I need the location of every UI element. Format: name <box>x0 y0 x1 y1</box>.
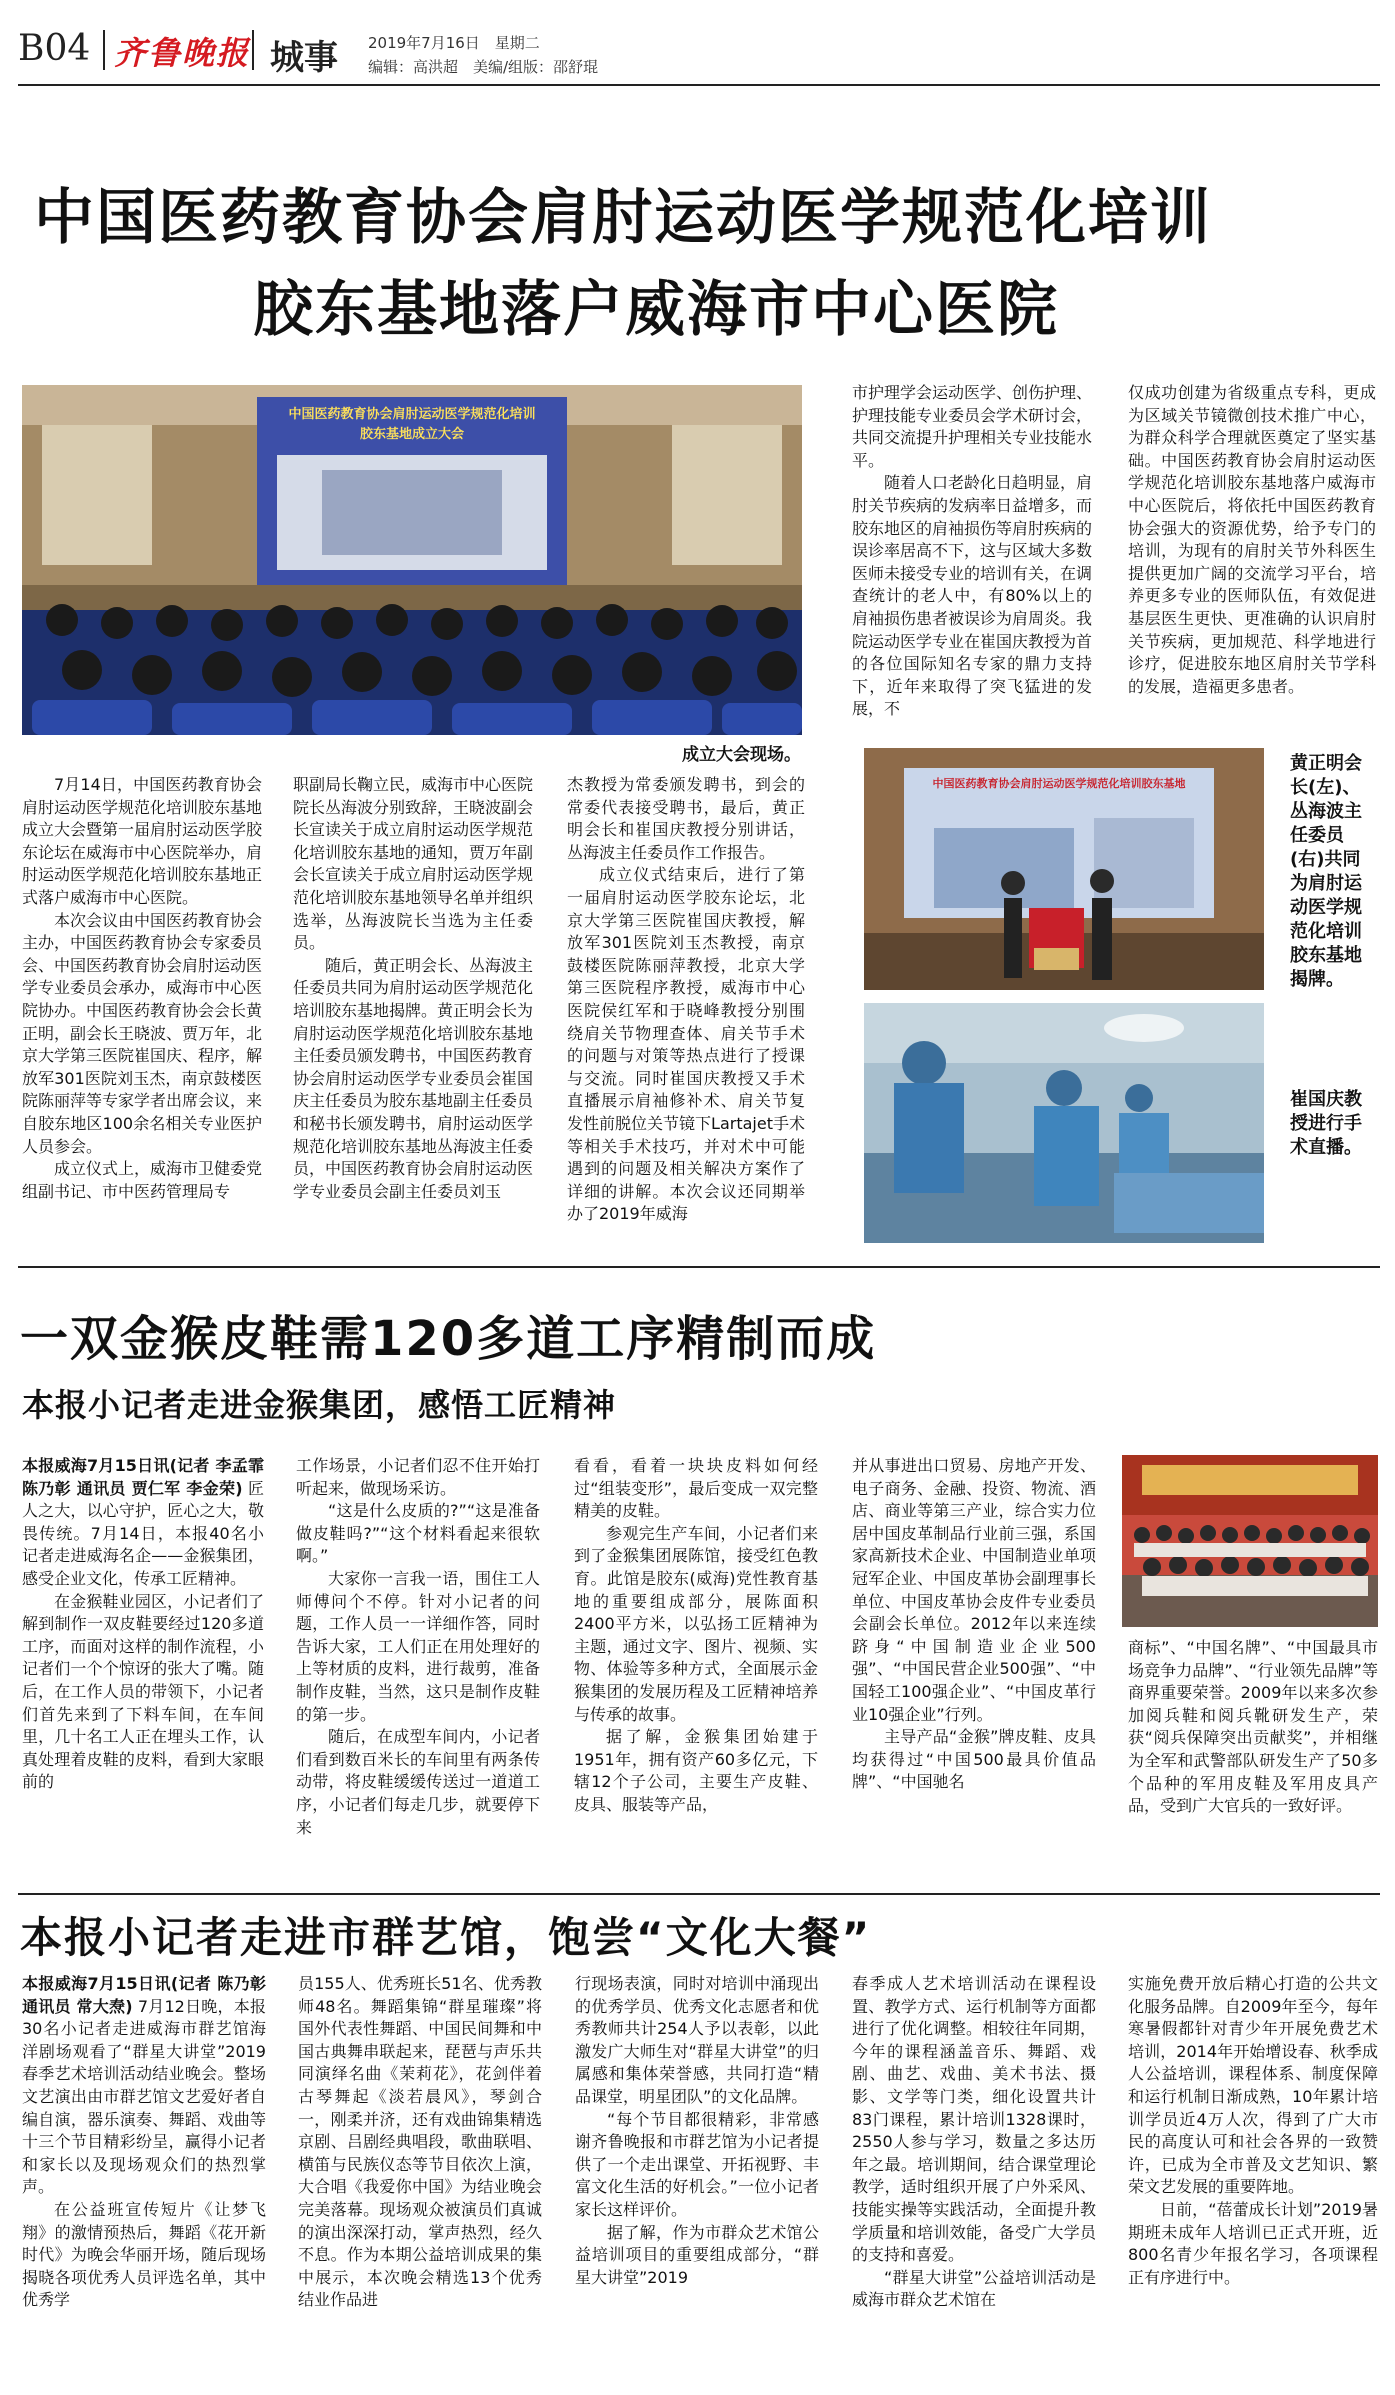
conference-banner-text-2: 胶东基地成立大会 <box>359 427 464 442</box>
article2-column-4: 并从事进出口贸易、房地产开发、电子商务、金融、投资、物流、酒店、商业等第三产业，综合实力位居中国皮革制品行业前三强，系国家高新技术企业、中国制造业单项冠军企业、中国皮革协会副理事长单位、中国皮革协会皮件专业委员会副会长单位。2012年以来连续跻身“中国制造业企业500强”、“中国民营企业500强”、“中国轻工100强企业”、“中国皮革行业10强企业”行列。 主导产品“金猴”牌皮鞋、皮具均获得过“中国500最具价值品牌”、“中国驰名 <box>852 1456 1096 1792</box>
surgery-photo <box>864 1003 1264 1243</box>
article3-headline: 本报小记者走进市群艺馆，饱尝“文化大餐” <box>20 1913 872 1962</box>
article3-column-4: 春季成人艺术培训活动在课程设置、教学方式、运行机制等方面都进行了优化调整。相较往年同期，今年的课程涵盖音乐、舞蹈、戏剧、曲艺、戏曲、美术书法、摄影、文学等门类，细化设置共计83门课程，累计培训1328课时，2550人参与学习，数量之多达历年之最。培训期间，结合课堂理论教学，适时组织开展了户外采风、技能实操等实践活动，全面提升教学质量和培训效能，备受广大学员的支持和喜爱。 “群星大讲堂”公益培训活动是威海市群众艺术馆在 <box>852 1974 1096 2310</box>
article1-column-2: 职副局长鞠立民，威海市中心医院院长丛海波分别致辞，王晓波副会长宣读关于成立肩肘运动医学规范化培训胶东基地的通知，贾万年副会长宣读关于成立肩肘运动医学规范化培训胶东基地领导名单并组织选举，丛海波院长当选为主任委员。 随后，黄正明会长、丛海波主任委员共同为肩肘运动医学规范化培训胶东基地揭牌。黄正明会长为肩肘运动医学规范化培训胶东基地主任委员颁发聘书，中国医药教育协会肩肘运动医学专业委员会崔国庆主任委员为胶东基地副主任委员和秘书长颁发聘书，肩肘运动医学规范化培训胶东基地丛海波主任委员，中国医药教育协会肩肘运动医学专业委员会副主任委员刘玉 <box>293 775 533 1201</box>
group-photo <box>1122 1455 1378 1627</box>
article1-column-5: 仅成功创建为省级重点专科，更成为区域关节镜微创技术推广中心，为群众科学合理就医奠定了坚实基础。中国医药教育协会肩肘运动医学规范化培训胶东基地落户威海市中心医院后，将依托中国医药教育协会强大的资源优势，给予专门的培训，为现有的肩肘关节外科医生提供更加广阔的交流学习平台，培养更多专业的医师队伍，有效促进基层医生更快、更准确的认识肩肘关节疾病，更加规范、科学地进行诊疗，促进胶东地区肩肘关节学科的发展，造福更多患者。 <box>1128 383 1376 696</box>
conference-photo <box>22 385 802 735</box>
article3-column-3: 行现场表演，同时对培训中涌现出的优秀学员、优秀文化志愿者和优秀教师共计254人予以表彰，以此激发广大师生对“群星大讲堂”的归属感和集体荣誉感，共同打造“精品课堂，明星团队”的文化品牌。 “每个节目都很精彩，非常感谢齐鲁晚报和市群艺馆为小记者提供了一个走出课堂、开拓视野、丰富文化生活的好机会。”一位小记者家长这样评价。 据了解，作为市群众艺术馆公益培训项目的重要组成部分，“群星大讲堂”2019 <box>575 1974 819 2287</box>
unveiling-photo <box>864 748 1264 990</box>
article3-column-2: 员155人、优秀班长51名、优秀教师48名。舞蹈集锦“群星璀璨”将国外代表性舞蹈、中国民间舞和中国古典舞串联起来，琵琶与声乐共同演绎名曲《茉莉花》，花剑伴着古琴舞起《淡若晨风》，琴剑合一，刚柔并济，还有戏曲锦集精选京剧、吕剧经典唱段，歌曲联唱、横笛与民族仪态等节目依次上演，大合唱《我爱你中国》为结业晚会完美落幕。现场观众被演员们真诚的演出深深打动，掌声热烈，经久不息。作为本期公益培训成果的集中展示，本次晚会精选13个优秀结业作品进 <box>298 1974 542 2310</box>
page-header <box>0 0 1395 90</box>
article3-column-5: 实施免费开放后精心打造的公共文化服务品牌。自2009年至今，每年寒暑假都针对青少年开展免费艺术培训，2014年开始增设春、秋季成人公益培训，课程体系、制度保障和运行机制日渐成熟，10年累计培训学员近4万人次，得到了广大市民的高度认可和社会各界的一致赞许，已成为全市普及文艺知识、繁荣文艺发展的重要阵地。 日前，“蓓蕾成长计划”2019暑期班未成年人培训已正式开班，近800名青少年报名学习，各项课程正有序进行中。 <box>1128 1974 1378 2287</box>
article2-column-1: 本报威海7月15日讯(记者 李孟霏 陈乃彰 通讯员 贾仁军 李金荣) 匠人之大，以心守护，匠心之大，敬畏传统。7月14日，本报40名小记者走进威海名企——金猴集团，感受企业文化，传承工匠精神。 在金猴鞋业园区，小记者们了解到制作一双皮鞋要经过120多道工序，而面对这样的制作流程，小记者们一个个惊讶的张大了嘴。随后，在工作人员的带领下，小记者们首先来到了下料车间，在车间里，几十名工人正在埋头工作，认真处理着皮鞋的皮料，看到大家眼前的 <box>22 1456 264 1792</box>
article3-column-1: 本报威海7月15日讯(记者 陈乃彰 通讯员 常大焘) 7月12日晚，本报30名小记者走进威海市群艺馆海洋剧场观看了“群星大讲堂”2019春季艺术培训活动结业晚会。整场文艺演出由市群艺馆文艺爱好者自编自演，器乐演奏、舞蹈、戏曲等十三个节目精彩纷呈，赢得小记者和家长以及现场观众们的热烈掌声。 在公益班宣传短片《让梦飞翔》的激情预热后，舞蹈《花开新时代》为晚会华丽开场，随后现场揭晓各项优秀人员评选名单，其中优秀学 <box>22 1974 266 2310</box>
surgery-scene-image <box>864 1003 1264 1243</box>
page-number: B04 <box>18 28 91 69</box>
conference-banner-text-1: 中国医药教育协会肩肘运动医学规范化培训 <box>288 407 536 422</box>
article1-column-3: 杰教授为常委颁发聘书，到会的常委代表接受聘书，最后，黄正明会长和崔国庆教授分别讲话，丛海波主任委员作工作报告。 成立仪式结束后，进行了第一届肩肘运动医学胶东论坛，北京大学第三医院崔国庆教授，解放军301医院刘玉杰教授，南京鼓楼医院陈丽萍教授，北京大学第三医院程序教授，威海市中心医院侯红军和于晓峰教授分别围绕肩关节物理查体、肩关节手术的问题与对策等热点进行了授课与交流。同时崔国庆教授又手术直播展示肩袖修补术、肩关节复发性前脱位关节镜下Lartajet手术等相关手术技巧，并对术中可能遇到的问题及相关解决方案作了详细的讲解。本次会议还同期举办了2019年威海 <box>567 775 805 1224</box>
unveiling-photo-caption: 黄正明会长(左)、丛海波主任委员(右)共同为肩肘运动医学规范化培训胶东基地揭牌。 <box>1290 753 1362 990</box>
conference-photo-caption: 成立大会现场。 <box>682 745 801 765</box>
brand-logo: 齐鲁晚报 <box>114 34 251 72</box>
group-scene-image <box>1122 1455 1378 1627</box>
unveiling-screen-text: 中国医药教育协会肩肘运动医学规范化培训胶东基地 <box>932 777 1186 790</box>
article2-dateline: 本报威海7月15日讯(记者 李孟霏 陈乃彰 通讯员 贾仁军 李金荣) <box>22 1456 264 1498</box>
article2-column-3: 看看，看着一块块皮料如何经过“组装变形”，最后变成一双完整精美的皮鞋。 参观完生产车间，小记者们来到了金猴集团展陈馆，接受红色教育。此馆是胶东(威海)党性教育基地的重要组成部分，展陈面积2400平方米，以弘扬工匠精神为主题，通过文字、图片、视频、实物、体验等多种方式，全面展示金猴集团的发展历程及工匠精神培养与传承的故事。 据了解，金猴集团始建于1951年，拥有资产60多亿元，下辖12个子公司，主要生产皮鞋、皮具、服装等产品， <box>574 1456 818 1814</box>
article1-column-4: 市护理学会运动医学、创伤护理、护理技能专业委员会学术研讨会，共同交流提升护理相关专业技能水平。 随着人口老龄化日趋明显，肩肘关节疾病的发病率日益增多，而胶东地区的肩袖损伤等肩肘疾病的误诊率居高不下，这与区域大多数医师未接受专业的培训有关，在调查统计的老人中，有80%以上的肩袖损伤患者被误诊为肩周炎。我院运动医学专业在崔国庆教授为首的各位国际知名专家的鼎力支持下，近年来取得了突飞猛进的发展，不 <box>852 383 1092 719</box>
article2-headline: 一双金猴皮鞋需120多道工序精制而成 <box>20 1311 877 1367</box>
surgery-photo-caption: 崔国庆教授进行手术直播。 <box>1290 1089 1362 1158</box>
date-line: 2019年7月16日 星期二 <box>368 34 540 52</box>
article1-headline-2: 胶东基地落户威海市中心医院 <box>253 275 1059 345</box>
article2-column-5: 商标”、“中国名牌”、“中国最具市场竞争力品牌”、“行业领先品牌”等商界重要荣誉。2009年以来多次参加阅兵鞋和阅兵靴研发生产，荣获“阅兵保障突出贡献奖”，并相继为全军和武警部队研发生产了50多个品种的军用皮鞋及军用皮具产品，受到广大官兵的一致好评。 <box>1128 1638 1378 1816</box>
article2-subheadline: 本报小记者走进金猴集团，感悟工匠精神 <box>22 1386 617 1424</box>
article1-column-1: 7月14日，中国医药教育协会肩肘运动医学规范化培训胶东基地成立大会暨第一届肩肘运动医学胶东论坛在威海市中心医院举办，肩肘运动医学规范化培训胶东基地正式落户威海市中心医院。 本次会议由中国医药教育协会主办，中国医药教育协会专家委员会、中国医药教育协会肩肘运动医学专业委员会承办，威海市中心医院协办。中国医药教育协会会长黄正明，副会长王晓波、贾万年，北京大学第三医院崔国庆、程序，解放军301医院刘玉杰，南京鼓楼医院陈丽萍等专家学者出席会议，来自胶东地区100余名相关专业医护人员参会。 成立仪式上，威海市卫健委党组副书记、市中医药管理局专 <box>22 775 262 1201</box>
section-name: 城事 <box>270 38 338 78</box>
editor-line: 编辑：高洪超 美编/组版：邵舒琨 <box>368 58 599 76</box>
article3-dateline: 本报威海7月15日讯(记者 陈乃彰 通讯员 常大焘) <box>22 1974 266 2016</box>
article1-headline-1: 中国医药教育协会肩肘运动医学规范化培训 <box>34 183 1212 253</box>
article2-column-2: 工作场景，小记者们忍不住开始打听起来，做现场采访。 “这是什么皮质的?”“这是准备做皮鞋吗?”“这个材料看起来很软啊。” 大家你一言我一语，围住工人师傅问个不停。针对小记者的问题，工作人员一一详细作答，同时告诉大家，工人们正在用处理好的上等材质的皮料，进行裁剪，准备制作皮鞋，当然，这只是制作皮鞋的第一步。 随后，在成型车间内，小记者们看到数百米长的车间里有两条传动带，将皮鞋缓缓传送过一道道工序，小记者们每走几步，就要停下来 <box>296 1456 540 1837</box>
